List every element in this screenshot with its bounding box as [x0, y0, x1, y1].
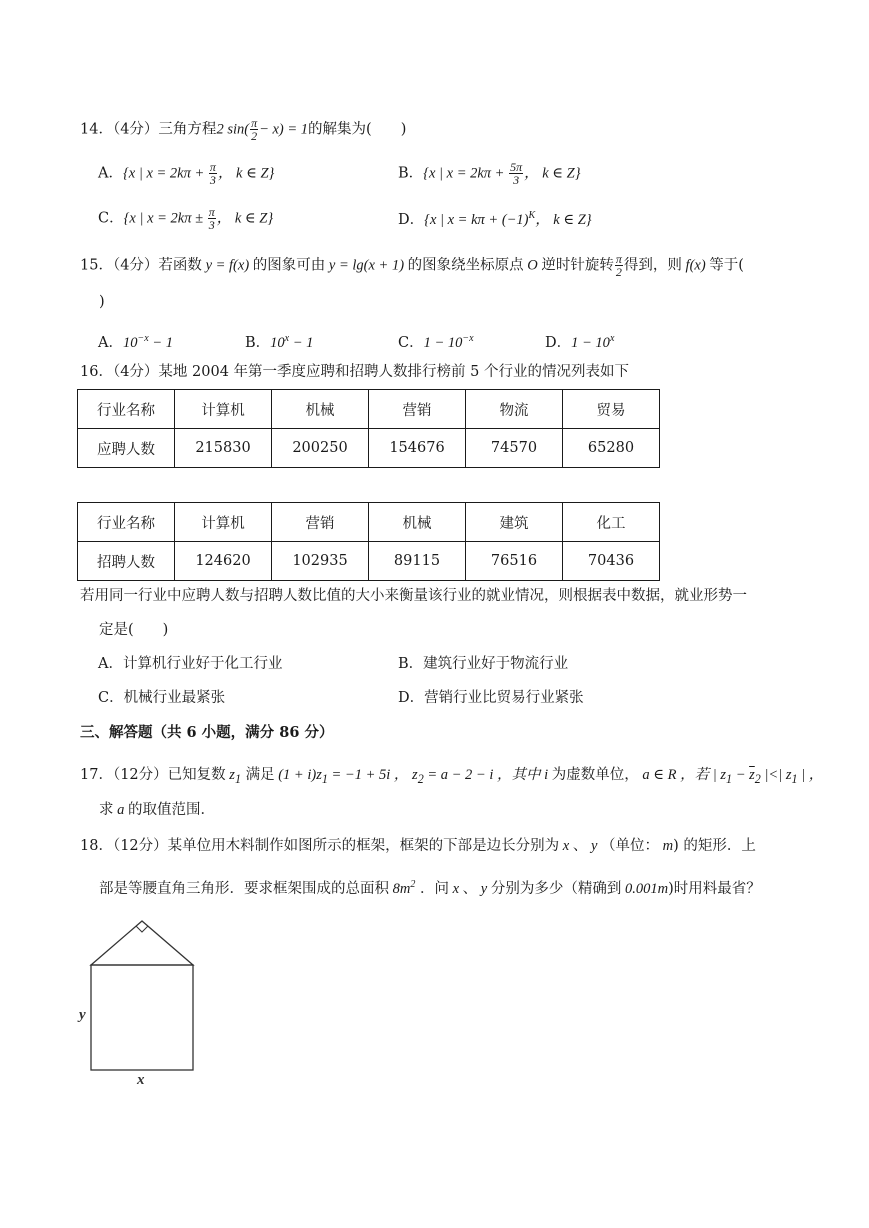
q16-stem: 16．（4分）某地 2004 年第一季度应聘和招聘人数排行榜前 5 个行业的情况列表如下	[80, 364, 629, 380]
q15-option-b: B．$10^x - 1$	[245, 333, 314, 351]
table-cell: 贸易	[563, 390, 660, 429]
table-cell: 机械	[369, 503, 466, 542]
q18-stem-line1: 18．（12分）某单位用木料制作如图所示的框架，框架的下部是边长分别为 x 、 y （单位： m) 的矩形．上	[80, 838, 756, 854]
q14-option-a: A．{x | x = 2kπ + $\frac{\pi}{3}$ ， k ∈ Z}	[98, 160, 275, 187]
table-cell: 行业名称	[78, 390, 175, 429]
x-label: x	[137, 1072, 145, 1088]
q17-stem: 17．（12分）已知复数 $z_1$ 满足 $(1 + i)z_1 = -1 + 5i$ ， $z_2 = a - 2 - i$ ，其中 i 为虚数单位， a ∈ R ，若 | $z_1 - \overline{z}_2$ |<| $z_1$ | ，	[80, 767, 824, 786]
q15-option-a: A．$10^{-x} - 1$	[98, 333, 173, 351]
q14-option-c: C．{x | x = 2kπ ± $\frac{\pi}{3}$ ， k ∈ Z}	[98, 205, 274, 232]
q14-option-b: B．{x | x = 2kπ + $\frac{5\pi}{3}$ ， k ∈ Z}	[398, 160, 581, 187]
triangle-shape	[91, 921, 193, 965]
q14-stem-fraction: $\frac{\pi}{2}$	[251, 116, 258, 143]
table-cell: 机械	[272, 390, 369, 429]
table-row	[78, 390, 660, 429]
q15-option-d: D．$1 - 10^x$	[545, 333, 615, 351]
table-cell: 计算机	[175, 503, 272, 542]
table-cell: 215830	[175, 429, 272, 468]
table-cell: 计算机	[175, 390, 272, 429]
q16-text-line1: 若用同一行业中应聘人数与招聘人数比值的大小来衡量该行业的就业情况，则根据表中数据，就业形势一	[80, 588, 747, 604]
y-label: y	[79, 1007, 86, 1023]
table-cell: 65280	[563, 429, 660, 468]
table-row	[78, 503, 660, 542]
table-cell: 70436	[563, 542, 660, 581]
table-cell: 营销	[369, 390, 466, 429]
q18-stem-line2: 部是等腰直角三角形．要求框架围成的总面积 $8m^2$ ．问 x 、 y 分别为多少（精确到 0.001m)时用料最省？	[99, 879, 761, 897]
table-cell: 招聘人数	[78, 542, 175, 581]
q16-option-a: A．计算机行业好于化工行业	[98, 656, 283, 672]
q15-option-c: C．$1 - 10^{-x}$	[398, 333, 474, 351]
table-cell: 74570	[466, 429, 563, 468]
table-cell: 行业名称	[78, 503, 175, 542]
q16-text-line2: 定是( )	[99, 622, 169, 638]
table-cell: 200250	[272, 429, 369, 468]
right-angle-marker	[136, 926, 148, 932]
table-row	[78, 542, 660, 581]
q14-stem: 14．（4分）三角方程2 sin( $\frac{\pi}{2}$ − x) = 1的解集为( )	[80, 116, 407, 143]
table-row	[78, 429, 660, 468]
q15-stem-line2: )	[99, 294, 105, 310]
table-cell: 76516	[466, 542, 563, 581]
q17-stem-line2: 求 a 的取值范围．	[99, 802, 215, 818]
table-cell: 89115	[369, 542, 466, 581]
q14-option-d: D．{x | $x = k\pi + (-1)^K$， k ∈ Z}	[398, 210, 592, 228]
table-cell: 建筑	[466, 503, 563, 542]
table-cell: 124620	[175, 542, 272, 581]
frame-figure	[74, 915, 204, 1090]
table-cell: 物流	[466, 390, 563, 429]
applicants-table	[77, 389, 660, 468]
section-heading: 三、解答题（共 6 小题，满分 86 分）	[80, 724, 334, 741]
recruitment-table	[77, 502, 660, 581]
q16-option-b: B．建筑行业好于物流行业	[398, 656, 569, 672]
q16-option-d: D．营销行业比贸易行业紧张	[398, 690, 584, 706]
table-cell: 154676	[369, 429, 466, 468]
table-cell: 营销	[272, 503, 369, 542]
table-cell: 102935	[272, 542, 369, 581]
table-cell: 化工	[563, 503, 660, 542]
table-cell: 应聘人数	[78, 429, 175, 468]
q16-option-c: C．机械行业最紧张	[98, 690, 226, 706]
q15-stem: 15．（4分）若函数 y = f(x) 的图象可由 y = lg(x + 1) 的图象绕坐标原点 O 逆时针旋转 $\frac{\pi}{2}$ 得到，则 f(x) 等于(	[80, 252, 744, 279]
rectangle-shape	[91, 965, 193, 1070]
